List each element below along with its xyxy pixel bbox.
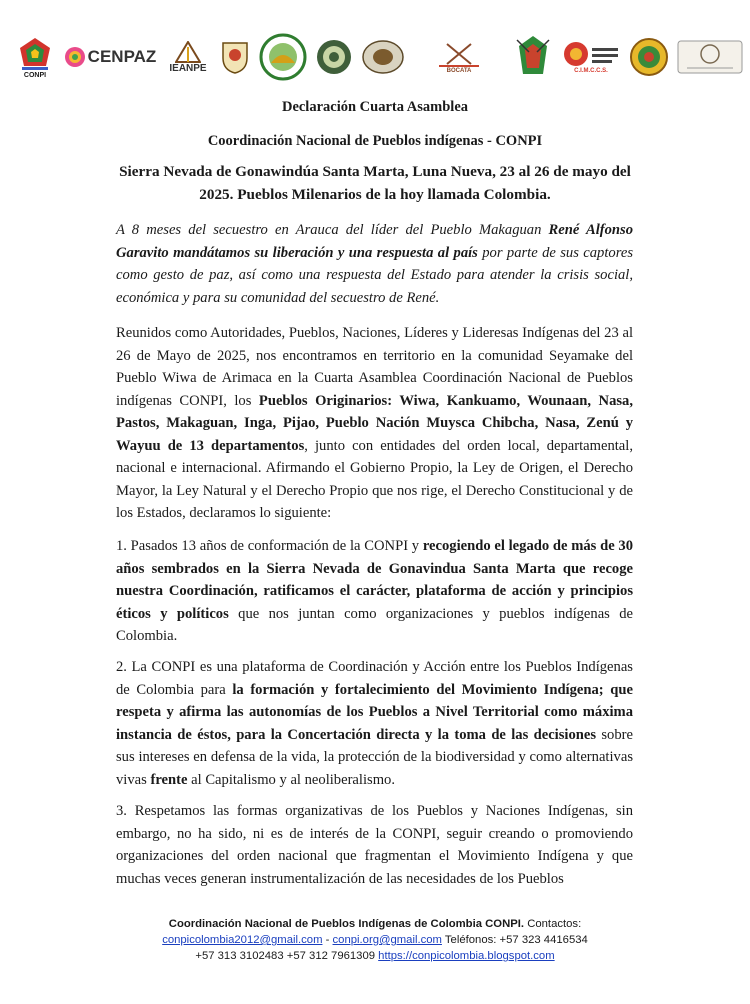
paragraph-text: 2. La CONPI es una plataforma de Coordinación y Acción entre los Pueblos Indígenas de Colombia para (116, 659, 633, 698)
conpi-logo-label: CONPI (23, 71, 47, 79)
footer-phones-2: +57 313 3102483 +57 312 7961309 (195, 950, 379, 962)
bocata-logo (412, 32, 506, 82)
organization-logo-6 (314, 32, 354, 82)
paragraph-text: A 8 meses del secuestro en Arauca del líder del Pueblo Makaguan (116, 222, 549, 238)
cenpaz-logo-label: CENPAZ (87, 47, 157, 66)
footer-phones: Teléfonos: +57 323 4416534 (441, 934, 588, 946)
footer-org: Coordinación Nacional de Pueblos Indígenas de Colombia CONPI. (168, 918, 525, 930)
organization-logo-7 (360, 32, 406, 82)
location-line-2: 2025. Pueblos Milenarios de la hoy llamada Colombia. (199, 186, 551, 203)
paragraph-bold-text: la formación y fortalecimiento del Movimiento Indígena; que respeta y afirma las autonomías de los Pueblos a Nivel Territorial como máxima instancia de éstos, para la Concertación directa y la toma de las decisiones (116, 681, 633, 743)
paragraph-bold-text: frente (150, 771, 188, 788)
paragraph-text: que nos juntan como organizaciones y pueblos indígenas de Colombia. (116, 605, 633, 644)
document-title: Declaración Cuarta Asamblea (281, 99, 469, 115)
paragraph-text: por parte de sus captores como gesto de paz, así como una respuesta del Estado para atender la crisis social, económica y para su comunidad del secuestro de René. (116, 244, 634, 306)
paragraph-text: Reunidos como Autoridades, Pueblos, Naciones, Líderes y Lideresas Indígenas del 23 al 26 de Mayo de 2025, nos encontramos en territorio en la comunidad Seyamake del Pueblo Wiwa de Arimaca en la Cuarta Asamblea Coordinación Nacional de Pueblos indígenas CONPI, los (116, 325, 633, 409)
paragraph-text: , junto con entidades del orden local, departamental, nacional e internacional. Afirmando el Gobierno Propio, la Ley de Origen, el Derecho Mayor, la Ley Natural y el Derecho Propio que nos rige, el Derecho Constitucional y de los Estados, declaramos lo siguiente: (116, 437, 633, 521)
footer-line-3 (0, 948, 750, 964)
paragraph-bold-text: Pueblos Originarios: Wiwa, Kankuamo, Wounaan, Nasa, Pastos, Makaguan, Inga, Pijao, Pueblo Nación Muysca Chibcha, Nasa, Zenú y Wayuu de 13 departamentos (116, 392, 633, 454)
paragraph-point-3: 3. Respetamos las formas organizativas de los Pueblos y Naciones Indígenas, sin embargo, no ha sido, ni es de interés de la CONPI, seguir creando o promoviendo organizaciones del orden nacional que fragmentan el Movimiento Indígena y que muchas veces generan instrumentalización de las necesidades de los Pueblos (116, 803, 633, 887)
paragraph-point-1 (116, 535, 633, 648)
paragraph-text: sobre sus intereses en defensa de la vida, la protección de la biodiversidad y como alternativas vivas (116, 726, 633, 788)
footer-line-1 (0, 916, 750, 932)
paragraph-text: al Capitalismo y al neoliberalismo. (187, 771, 395, 788)
paragraph-text: 1. Pasados 13 años de conformación de la CONPI y (116, 538, 423, 554)
footer-line-2 (0, 932, 750, 948)
paragraph-bold-text: recogiendo el legado de más de 30 años sembrados en la Sierra Nevada de Gonavindua Santa Marta que recoge nuestra Coordinación, ratificamos el carácter, plataforma de acción y principios éticos y políticos (116, 538, 633, 622)
paragraph-kidnapping (116, 219, 633, 309)
footer-email-1-link[interactable]: conpicolombia2012@gmail.com (162, 934, 323, 946)
footer-contacts-label: Contactos: (524, 918, 582, 930)
organization-logo-4 (218, 32, 252, 82)
footer-separator: - (322, 934, 333, 946)
document-location (60, 160, 690, 206)
paragraph-assembly (116, 322, 633, 525)
cenpaz-logo (62, 32, 158, 82)
organization-logo-5 (258, 32, 308, 82)
paragraph-bold-text: René Alfonso Garavito mandátamos su liberación y una respuesta al país (116, 222, 634, 261)
organization-logo-11 (628, 32, 670, 82)
document-subtitle: Coordinación Nacional de Pueblos indígenas - CONPI (207, 133, 543, 149)
footer-website-link[interactable]: https://conpicolombia.blogspot.com (378, 950, 555, 962)
header-logos (14, 32, 664, 82)
cimccs-logo (560, 32, 622, 82)
paragraph-point-2 (116, 656, 633, 791)
conpi-logo (14, 32, 56, 82)
bocata-logo-label: BOCATA (446, 68, 472, 74)
organization-logo-9 (512, 32, 554, 82)
ieanpe-logo (164, 32, 212, 82)
cimccs-logo-label: C.I.M.C.C.S. (574, 68, 608, 74)
footer-email-2-link[interactable]: conpi.org@gmail.com (332, 934, 442, 946)
ieanpe-logo-label: IEANPE (169, 62, 207, 74)
organization-logo-12 (676, 32, 744, 82)
location-line-1: Sierra Nevada de Gonawindúa Santa Marta, Luna Nueva, 23 al 26 de mayo del (119, 163, 631, 180)
page-footer (0, 916, 750, 964)
